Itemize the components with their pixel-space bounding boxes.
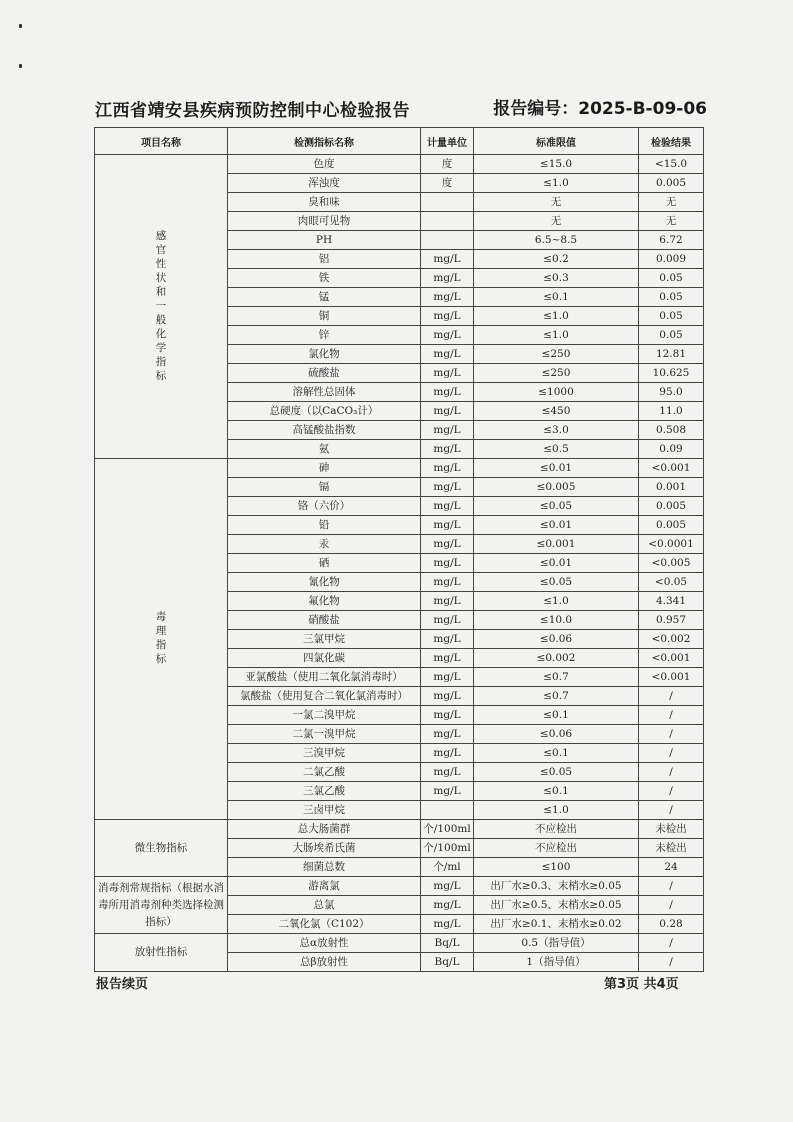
cell-result: 0.957 (639, 611, 704, 630)
cell-limit: ≤1.0 (474, 592, 639, 611)
cell-limit: ≤0.1 (474, 782, 639, 801)
cell-name: 一氯二溴甲烷 (228, 706, 421, 725)
cell-name: 硝酸盐 (228, 611, 421, 630)
cell-unit: mg/L (421, 687, 474, 706)
cell-limit: ≤0.2 (474, 250, 639, 269)
cell-name: 三氯乙酸 (228, 782, 421, 801)
footer-continued: 报告续页 (96, 977, 149, 992)
col-header-result: 检验结果 (639, 128, 704, 155)
cell-name: 砷 (228, 459, 421, 478)
cell-limit: 无 (474, 193, 639, 212)
cell-name: 汞 (228, 535, 421, 554)
cell-result: 0.508 (639, 421, 704, 440)
cell-limit: ≤100 (474, 858, 639, 877)
report-title: 江西省靖安县疾病预防控制中心检验报告 (95, 101, 410, 121)
cell-unit: mg/L (421, 383, 474, 402)
cell-name: 游离氯 (228, 877, 421, 896)
cell-limit: ≤0.01 (474, 516, 639, 535)
cell-limit: ≤0.3 (474, 269, 639, 288)
cell-limit: ≤250 (474, 345, 639, 364)
cell-limit: ≤0.1 (474, 288, 639, 307)
cell-name: 氟化物 (228, 592, 421, 611)
cell-limit: 6.5~8.5 (474, 231, 639, 250)
cell-result: 0.05 (639, 269, 704, 288)
cell-unit: mg/L (421, 668, 474, 687)
cell-result: 0.001 (639, 478, 704, 497)
cell-result: / (639, 934, 704, 953)
cell-name: 浑浊度 (228, 174, 421, 193)
cell-name: 镉 (228, 478, 421, 497)
cell-limit: ≤0.01 (474, 459, 639, 478)
cell-limit: ≤15.0 (474, 155, 639, 174)
cell-result: / (639, 725, 704, 744)
cell-unit: mg/L (421, 516, 474, 535)
cell-unit: mg/L (421, 535, 474, 554)
cell-name: 总β放射性 (228, 953, 421, 972)
table-row (95, 877, 704, 896)
cell-result: 0.005 (639, 174, 704, 193)
report-number: 报告编号：2025-B-09-06 (493, 99, 707, 119)
cell-limit: 出厂水≥0.1、末梢水≥0.02 (474, 915, 639, 934)
cell-name: 氨 (228, 440, 421, 459)
cell-result: 95.0 (639, 383, 704, 402)
cell-limit: ≤0.7 (474, 687, 639, 706)
cell-name: 锰 (228, 288, 421, 307)
category-cell (95, 459, 228, 820)
cell-result: 0.05 (639, 288, 704, 307)
cell-limit: 出厂水≥0.5、末梢水≥0.05 (474, 896, 639, 915)
cell-limit: ≤0.5 (474, 440, 639, 459)
cell-name: 总硬度（以CaCO₃计） (228, 402, 421, 421)
cell-name: 四氯化碳 (228, 649, 421, 668)
cell-limit: ≤0.06 (474, 630, 639, 649)
cell-name: 肉眼可见物 (228, 212, 421, 231)
cell-unit: mg/L (421, 288, 474, 307)
cell-limit: 1（指导值） (474, 953, 639, 972)
cell-unit: mg/L (421, 250, 474, 269)
cell-result: 0.28 (639, 915, 704, 934)
cell-limit: ≤0.05 (474, 763, 639, 782)
cell-name: 大肠埃希氏菌 (228, 839, 421, 858)
cell-result: 0.05 (639, 307, 704, 326)
cell-result: 24 (639, 858, 704, 877)
cell-result: / (639, 782, 704, 801)
cell-limit: ≤1.0 (474, 307, 639, 326)
cell-limit: 0.5（指导值） (474, 934, 639, 953)
table-body (95, 155, 704, 972)
table-row (95, 934, 704, 953)
cell-name: 亚氯酸盐（使用二氧化氯消毒时） (228, 668, 421, 687)
scan-mark (19, 24, 22, 28)
cell-unit: mg/L (421, 592, 474, 611)
cell-unit (421, 212, 474, 231)
cell-unit: 个/100ml (421, 820, 474, 839)
cell-result: / (639, 763, 704, 782)
cell-name: 铁 (228, 269, 421, 288)
col-header-indicator: 检测指标名称 (228, 128, 421, 155)
cell-name: 臭和味 (228, 193, 421, 212)
cell-unit: mg/L (421, 573, 474, 592)
cell-limit: ≤10.0 (474, 611, 639, 630)
cell-name: 总大肠菌群 (228, 820, 421, 839)
cell-name: 硫酸盐 (228, 364, 421, 383)
cell-unit: mg/L (421, 364, 474, 383)
cell-limit: ≤0.1 (474, 706, 639, 725)
report-header (95, 92, 707, 122)
cell-unit: mg/L (421, 877, 474, 896)
col-header-limit: 标准限值 (474, 128, 639, 155)
cell-name: PH (228, 231, 421, 250)
cell-unit: 个/ml (421, 858, 474, 877)
table-row (95, 155, 704, 174)
cell-result: 无 (639, 212, 704, 231)
cell-result: 无 (639, 193, 704, 212)
category-label: 毒理指标 (155, 611, 167, 665)
cell-unit: mg/L (421, 345, 474, 364)
cell-result: / (639, 706, 704, 725)
cell-name: 三氯甲烷 (228, 630, 421, 649)
cell-result: 未检出 (639, 839, 704, 858)
cell-result: 12.81 (639, 345, 704, 364)
cell-name: 细菌总数 (228, 858, 421, 877)
cell-unit: mg/L (421, 307, 474, 326)
cell-result: <0.005 (639, 554, 704, 573)
cell-limit: ≤1.0 (474, 801, 639, 820)
cell-result: 未检出 (639, 820, 704, 839)
cell-name: 氰化物 (228, 573, 421, 592)
cell-limit: 不应检出 (474, 820, 639, 839)
col-header-item: 项目名称 (95, 128, 228, 155)
cell-limit: 无 (474, 212, 639, 231)
cell-unit: mg/L (421, 782, 474, 801)
cell-result: <0.001 (639, 668, 704, 687)
cell-unit: mg/L (421, 440, 474, 459)
cell-unit: mg/L (421, 554, 474, 573)
col-header-unit: 计量单位 (421, 128, 474, 155)
cell-result: / (639, 896, 704, 915)
cell-result: / (639, 877, 704, 896)
cell-limit: ≤0.001 (474, 535, 639, 554)
cell-result: 10.625 (639, 364, 704, 383)
cell-limit: 出厂水≥0.3、末梢水≥0.05 (474, 877, 639, 896)
cell-limit: ≤0.005 (474, 478, 639, 497)
cell-result: <0.05 (639, 573, 704, 592)
cell-result: 0.09 (639, 440, 704, 459)
cell-unit: mg/L (421, 725, 474, 744)
cell-name: 三溴甲烷 (228, 744, 421, 763)
cell-limit: ≤0.1 (474, 744, 639, 763)
cell-unit: mg/L (421, 744, 474, 763)
cell-name: 铅 (228, 516, 421, 535)
table-row (95, 820, 704, 839)
cell-result: 6.72 (639, 231, 704, 250)
cell-unit (421, 231, 474, 250)
cell-limit: ≤0.05 (474, 573, 639, 592)
cell-limit: ≤1.0 (474, 326, 639, 345)
cell-unit: 度 (421, 174, 474, 193)
cell-result: <0.001 (639, 649, 704, 668)
cell-unit: mg/L (421, 478, 474, 497)
cell-unit: 度 (421, 155, 474, 174)
cell-name: 氯酸盐（使用复合二氧化氯消毒时） (228, 687, 421, 706)
footer-page-number: 第3页 共4页 (604, 977, 679, 992)
cell-name: 锌 (228, 326, 421, 345)
cell-result: / (639, 744, 704, 763)
cell-name: 色度 (228, 155, 421, 174)
scan-mark (19, 64, 22, 68)
cell-limit: ≤0.06 (474, 725, 639, 744)
cell-result: 11.0 (639, 402, 704, 421)
table-row (95, 459, 704, 478)
cell-result: 0.005 (639, 516, 704, 535)
cell-result: / (639, 953, 704, 972)
category-label: 感官性状和一般化学指标 (155, 229, 167, 382)
cell-name: 总α放射性 (228, 934, 421, 953)
cell-limit: ≤250 (474, 364, 639, 383)
cell-unit: mg/L (421, 497, 474, 516)
cell-unit: mg/L (421, 630, 474, 649)
cell-limit: ≤3.0 (474, 421, 639, 440)
cell-result: <15.0 (639, 155, 704, 174)
cell-limit: ≤1000 (474, 383, 639, 402)
inspection-table (94, 127, 704, 972)
cell-name: 硒 (228, 554, 421, 573)
cell-limit: ≤0.05 (474, 497, 639, 516)
cell-unit (421, 801, 474, 820)
cell-unit: mg/L (421, 326, 474, 345)
cell-unit: mg/L (421, 402, 474, 421)
cell-unit: Bq/L (421, 953, 474, 972)
cell-unit: 个/100ml (421, 839, 474, 858)
cell-result: 4.341 (639, 592, 704, 611)
cell-name: 铝 (228, 250, 421, 269)
cell-name: 二氯乙酸 (228, 763, 421, 782)
cell-unit: mg/L (421, 763, 474, 782)
cell-name: 二氧化氯（C102） (228, 915, 421, 934)
cell-unit: mg/L (421, 269, 474, 288)
cell-unit: mg/L (421, 896, 474, 915)
cell-limit: ≤0.01 (474, 554, 639, 573)
cell-result: / (639, 801, 704, 820)
cell-result: 0.009 (639, 250, 704, 269)
cell-name: 铬（六价） (228, 497, 421, 516)
cell-result: <0.002 (639, 630, 704, 649)
cell-unit: mg/L (421, 649, 474, 668)
cell-name: 总氯 (228, 896, 421, 915)
category-cell: 微生物指标 (95, 820, 228, 877)
cell-limit: 不应检出 (474, 839, 639, 858)
category-cell: 放射性指标 (95, 934, 228, 972)
cell-unit: mg/L (421, 611, 474, 630)
cell-result: <0.0001 (639, 535, 704, 554)
cell-unit (421, 193, 474, 212)
cell-limit: ≤450 (474, 402, 639, 421)
cell-unit: mg/L (421, 915, 474, 934)
cell-name: 氯化物 (228, 345, 421, 364)
cell-result: 0.05 (639, 326, 704, 345)
cell-result: 0.005 (639, 497, 704, 516)
cell-unit: mg/L (421, 459, 474, 478)
cell-limit: ≤0.002 (474, 649, 639, 668)
category-cell (95, 155, 228, 459)
cell-result: <0.001 (639, 459, 704, 478)
cell-name: 二氯一溴甲烷 (228, 725, 421, 744)
cell-limit: ≤0.7 (474, 668, 639, 687)
cell-unit: mg/L (421, 421, 474, 440)
cell-name: 高锰酸盐指数 (228, 421, 421, 440)
cell-result: / (639, 687, 704, 706)
category-cell: 消毒剂常规指标（根据水消毒所用消毒剂种类选择检测指标） (95, 877, 228, 934)
cell-name: 三卤甲烷 (228, 801, 421, 820)
cell-name: 铜 (228, 307, 421, 326)
cell-name: 溶解性总固体 (228, 383, 421, 402)
table-header-row (95, 128, 704, 155)
cell-limit: ≤1.0 (474, 174, 639, 193)
cell-unit: Bq/L (421, 934, 474, 953)
cell-unit: mg/L (421, 706, 474, 725)
